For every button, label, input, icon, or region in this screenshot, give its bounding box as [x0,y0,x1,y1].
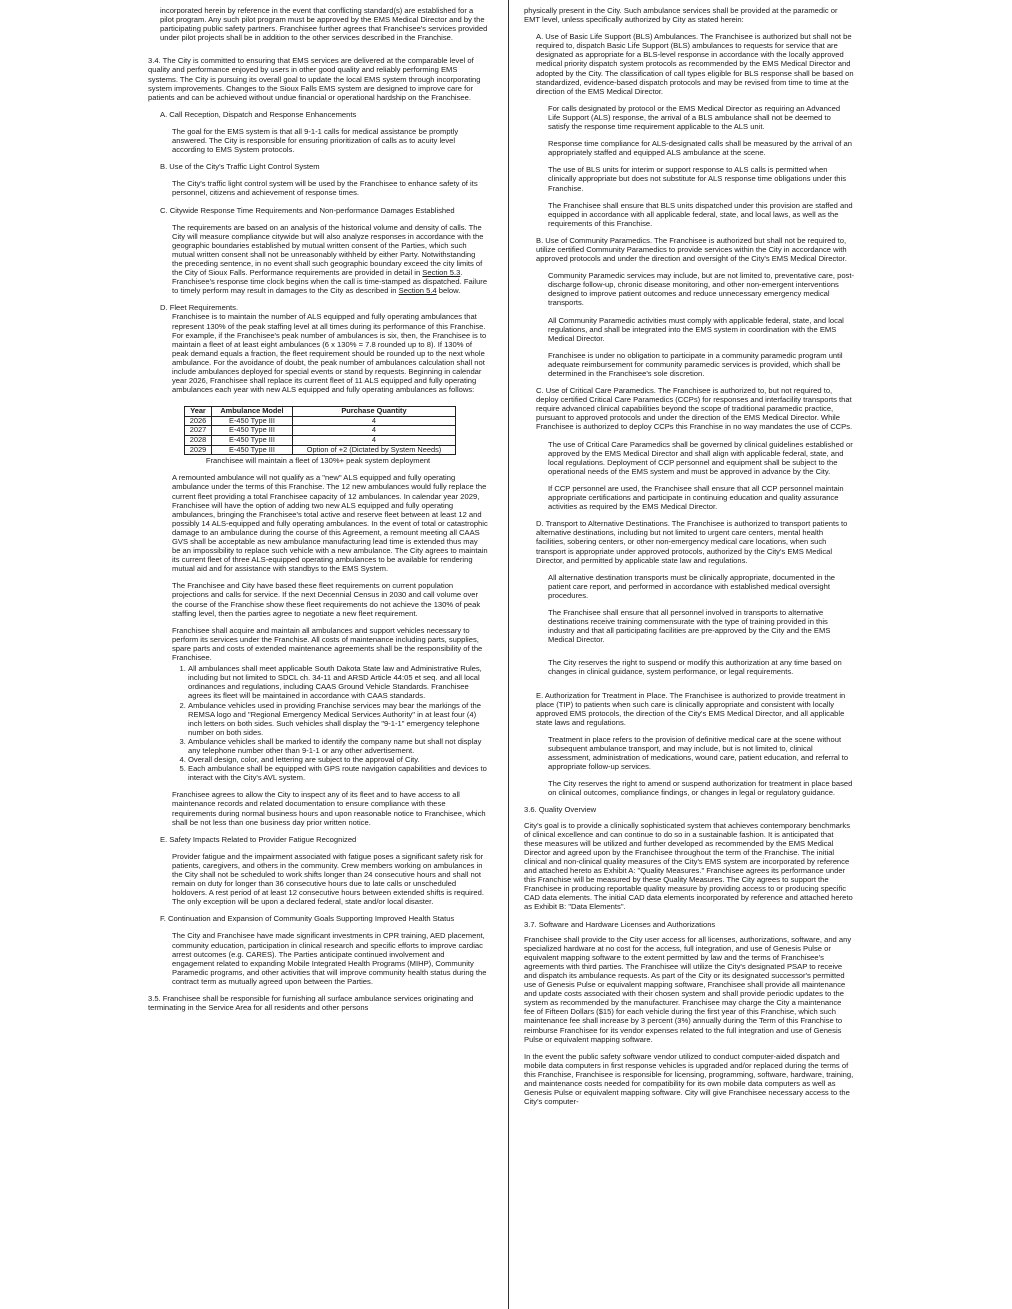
item-b: B. Use of Community Paramedics. The Franchisee is authorized but shall not be required to, utilize certified Community Paramedics to provide services within the City in accordance with approved protocols and under the direction and oversight of the City's EMS Medical Director. [536,235,847,264]
table-cell: 4 [292,416,455,426]
paragraph-a: The goal for the EMS system is that all 9-1-1 calls for medical assistance be promptly answered. The City is responsible for ensuring prioritization of calls as to acuity level according to EMS System protocols. [172,126,459,155]
list-item: 4. Overall design, color, and lettering are subject to the approval of City. [188,755,488,764]
paragraph-d2: The Franchisee shall ensure that all personnel involved in transports to alternative destinations receive training commensurate with the type of training provided in this industry and that all participating facilities are pre-approved by the City and the EMS Medical Director. [548,607,831,645]
table-header: Year [185,407,212,417]
table-cell: 4 [292,436,455,446]
paragraph-f: The City and Franchisee have made significant investments in CPR training, AED placement, community education, participation in clinical research and specific efforts to improve cardiac arrest outcomes (e.g. CARES). The Parties anticipate continued involvement and engagement related to expanding Mobile Integrated Health Programs (MIHP), Community Paramedic programs, and other activities that will improve community health status during the contract term as mutually agreed upon between the Parties. [172,931,487,986]
paragraph-e: Provider fatigue and the impairment associated with fatigue poses a significant safety risk for patients, caregivers, and others in the community. Crew members working on ambulances in the City shall not be scheduled to work shifts longer than 24 consecutive hours and shall not remain on duty for longer than 36 consecutive hours due to late calls or unscheduled holdovers. A rest period of at least 12 consecutive hours between extended shifts is required. The only exception will be upon a declared federal, state and/or local disaster. [172,851,484,907]
paragraph-a1: For calls designated by protocol or the EMS Medical Director as requiring an Advanced Life Support (ALS) response, the arrival of a BLS ambulance shall not be deemed to satisfy the response time requirement applicable to the ALS unit. [548,103,841,132]
paragraph-d1: All alternative destination transports must be clinically appropriate, documented in the patient care report, and performed in accordance with established medical oversight procedures. [548,572,836,600]
section-5-4-link[interactable]: Section 5.4 [398,286,437,296]
table-note: Franchisee will maintain a fleet of 130%+ peak system deployment [205,456,431,466]
heading-c: C. Citywide Response Time Requirements and Non-performance Damages Established [160,205,455,215]
paragraph-e1: Treatment in place refers to the provision of definitive medical care at the scene without subsequent ambulance transport, and may include, but is not limited to, clinical assessment, administration of medications, wound care, patient education, and referral to appropriate follow-up services. [548,734,849,772]
paragraph-b2: All Community Paramedic activities must comply with applicable federal, state, and local regulations, and shall be integrated into the EMS system in coordination with the EMS Medical Director. [548,315,844,343]
right-column [524,6,854,1114]
paragraph-maintain: Franchisee shall acquire and maintain all ambulances and support vehicles necessary to perform its services under the Franchise. All costs of maintenance including parts, supplies, spare parts and costs of extended maintenance agreements shall be the responsibility of the Franchisee. [172,625,483,663]
item-e: E. Authorization for Treatment in Place. The Franchisee is authorized to provide treatment in place (TIP) to patients when such care is clinically appropriate and consistent with locally approved EMS protocols, the direction of the City's EMS Medical Director, and all applicable state laws and regulations. [536,690,846,727]
table-header-row [185,407,456,417]
paragraph-c1: The use of Critical Care Paramedics shall be governed by clinical guidelines established or approved by the EMS Medical Director and shall align with applicable federal, state, and local regulations. Deployment of CCP personnel and equipment shall be subject to the operational needs of the EMS system and must be approved in advance by the City. [548,439,853,476]
table-cell: 2029 [185,445,212,455]
column-divider [508,0,509,1309]
paragraph-inspect: Franchisee agrees to allow the City to inspect any of its fleet and to have access to all maintenance records and related documentation to ensure compliance with these requirements during normal business hours and upon reasonable notice to Franchisee, which shall be not less than one business day prior written notice. [172,790,486,827]
paragraph-d3: The City reserves the right to suspend or modify this authorization at any time based on changes in clinical guidance, system performance, or legal requirements. [548,658,842,677]
table-cell: 2027 [185,426,212,436]
paragraph-a2: Response time compliance for ALS-designated calls shall be measured by the arrival of an appropriately staffed and equipped ALS ambulance at the scene. [548,139,852,158]
item-d: D. Transport to Alternative Destinations. The Franchisee is authorized to transport patients to alternative destinations, including but not limited to urgent care centers, mental health facilities, sobering centers, or other non-emergency medical care locations, when such transport is appropriate under approved protocols, authorized by the City's EMS Medical Director, and permitted by applicable state law and regulations. [536,519,848,565]
section-3-4: 3.4. The City is committed to ensuring that EMS services are delivered at the comparable level of quality and performance enjoyed by users in other good quality and reliably performing EMS systems. The City is pursuing its overall goal to update the local EMS system through incorporating system improvements. Changes to the Sioux Falls EMS system are designed to improve care for patients and can be achieved without undue financial or operational hardship on the Franchisee. [148,56,481,102]
table-cell: E-450 Type III [212,416,293,426]
item-c: C. Use of Critical Care Paramedics. The Franchisee is authorized to, but not required to, deploy certified Critical Care Paramedics (CCPs) for responses and interfacility transports that require advanced clinical capabilities beyond the scope of traditional paramedic practice, pursuant to approved protocols and under the direction of the EMS Medical Director. While Franchisee is authorized to deploy CCPs this Franchise in no way mandates the use of CCPs. [536,386,853,432]
table-row [185,416,456,426]
paragraph-top: physically present in the City. Such ambulance services shall be provided at the paramedic or EMT level, unless specifically authorized by City as stated herein: [524,6,838,25]
table-cell: E-450 Type III [212,436,293,446]
fleet-table [184,406,456,455]
section-5-3-link[interactable]: Section 5.3 [422,268,461,278]
list-item: 2. Ambulance vehicles used in providing Franchise services may bear the markings of the REMSA logo and "Regional Emergency Medical Services Authority" in at least four (4) inch letters on both sides. Such vehicles shall display the "9-1-1" emergency telephone number on both sides. [188,701,488,737]
paragraph-e2: The City reserves the right to amend or suspend authorization for treatment in place based on clinical outcomes, compliance findings, or changes in legal or regulatory guidance. [548,779,853,798]
table-cell: 2026 [185,416,212,426]
paragraph-b: The City's traffic light control system will be used by the Franchisee to enhance safety of its personnel, citizens and achievement of response times. [172,179,478,198]
section-3-5: 3.5. Franchisee shall be responsible for furnishing all surface ambulance services originating and terminating in the Service Area for all residents and other persons [148,994,474,1013]
paragraph-c: The requirements are based on an analysis of the historical volume and density of calls. The City will measure compliance citywide but will also analyze responses in accordance with the geographic boundaries established by mutual written consent of the Parties, which such mutual written consent shall not be unreasonably withheld by either Party. Notwithstanding the preceding sentence, in no event shall such geographic boundary exceed the city limits of the City of Sioux Falls. Performance requirements are provided in detail in Section 5.3. Franchisee's response time clock begins when the call is time-stamped as dispatched. Failure to timely perform may result in damages to the City as described in Section 5.4 below. [172,222,488,296]
section-3-7: Franchisee shall provide to the City user access for all licenses, authorizations, software, and any specialized hardware at no cost for the access, full integration, and use of Genesis Pulse or equivalent mapping software to the extent permitted by law and the terms of Franchisee's agreements with third parties. The Franchisee will utilize the City's designated PSAP to receive and dispatch its ambulance requests. As part of the City or its designated successor's permitted use of Genesis Pulse or equivalent mapping software, Franchisee shall provide all maintenance and update costs associated with their chosen system and shall provide periodic updates to the system as recommended by the manufacturer. Franchisee may charge the City a maintenance fee of Fifteen Dollars ($15) for each vehicle during the first year of this Franchise, which such maintenance fee shall increase by 3 percent (3%) annually during the Term of this Franchise to reimburse Franchisee for its vendor expenses related to the full integration and use of Genesis Pulse or equivalent mapping software. [524,934,852,1044]
table-header: Ambulance Model [212,407,293,417]
section-3-7-heading: 3.7. Software and Hardware Licenses and Authorizations [524,919,716,929]
list-item: 5. Each ambulance shall be equipped with GPS route navigation capabilities and devices to interact with the City's AVL system. [188,764,488,782]
section-3-6-heading: 3.6. Quality Overview [524,805,597,815]
table-cell: E-450 Type III [212,445,293,455]
paragraph-remount: A remounted ambulance will not qualify as a "new" ALS equipped and fully operating ambulance under the terms of this Franchise. The 12 new ambulances would fully replace the current fleet providing a total Franchisee capacity of 12 ambulances. In calendar year 2029, Franchisee will have the option of adding two new ALS equipped and fully operating ambulances, bringing the Franchisee's total active and reserve fleet between at least 12 and possibly 14 ALS-equipped and fully operating ambulances. In the event of total or catastrophic damage to an ambulance during the course of this Agreement, a remount meeting all CAAS GVS shall be acceptable as new ambulance manufacturing lead time is extended thus may be an impossibility to replace such vehicle with a new ambulance. The City agrees to maintain its current fleet of three ALS-equipped operating ambulances to be available for rendering mutual aid and for assistance with standbys to the EMS System. [172,473,488,574]
heading-f: F. Continuation and Expansion of Community Goals Supporting Improved Health Status [160,914,455,924]
heading-e: E. Safety Impacts Related to Provider Fatigue Recognized [160,834,357,844]
paragraph-b1: Community Paramedic services may include, but are not limited to, preventative care, post-discharge follow-up, chronic disease monitoring, and other non-emergent interventions designed to improve patient outcomes and reduce unnecessary emergency medical transports. [548,271,854,308]
table-cell: E-450 Type III [212,426,293,436]
paragraph-census: The Franchisee and City have based these fleet requirements on current population projections and calls for service. If the next Decennial Census in 2030 and call volume over the course of the Franchise show these fleet requirements do not achieve the 130% of peak staffing level, then the parties agree to negotiate a new fleet requirement. [172,581,481,618]
item-a: A. Use of Basic Life Support (BLS) Ambulances. The Franchisee is authorized but shall not be required to, dispatch Basic Life Support (BLS) ambulances to requests for service that are designated as appropriate for a BLS-level response in accordance with the locally approved medical priority dispatch system protocols as recommended by the EMS Medical Director and adopted by the City. The classification of call types eligible for BLS response shall be based on standardized, evidence-based dispatch protocols and may be revised from time to time at the direction of the EMS Medical Director. [536,32,854,96]
paragraph-c2: If CCP personnel are used, the Franchisee shall ensure that all CCP personnel maintain appropriate certifications and participate in continuing education and quality assurance activities as required by the EMS Medical Director. [548,483,844,512]
heading-b: B. Use of the City's Traffic Light Control System [160,162,320,172]
list-item: 3. Ambulance vehicles shall be marked to identify the company name but shall not display any telephone number other than 9-1-1 or any other advertisement. [188,737,488,755]
paragraph-last: In the event the public safety software vendor utilized to conduct computer-aided dispatch and mobile data computers in first response vehicles is upgraded and/or replaced during the terms of this Franchise, Franchisee is responsible for licensing, programming, software, hardware, training, and maintenance costs needed for compatibility for its own mobile data computers as well as Genesis Pulse or equivalent mapping software. City will give Franchisee necessary access to the City's computer- [524,1051,854,1107]
section-3-6: City's goal is to provide a clinically sophisticated system that achieves contemporary benchmarks of clinical excellence and can continue to do so in a sustainable fashion. It is anticipated that these measures will be utilized and further developed as recommended by the EMS Medical Director and agreed upon by the Franchisee throughout the term of the Franchise. The initial clinical and non-clinical quality measures of the City's EMS system are incorporated by reference and attached hereto as Exhibit A: "Quality Measures." Franchisee agrees its performance under this Franchise will be measured by these Quality Measures. The City agrees to support the Franchisee in producing reportable quality measure by providing access to or producing specific CAD data elements. The initial CAD data elements incorporated by reference and attached hereto as Exhibit B: "Data Elements". [524,820,853,912]
paragraph-a3: The use of BLS units for interim or support response to ALS calls is permitted when clinically appropriate but does not substitute for ALS response time obligations under this Franchise. [548,165,847,193]
paragraph-b3: Franchisee is under no obligation to participate in a community paramedic program until adequate reimbursement for community paramedic services is provided, which shall be determined in the Franchisee's sole discretion. [548,350,843,378]
paragraph-intro: incorporated herein by reference in the event that conflicting standard(s) are established for a pilot program. Any such pilot program must be approved by the EMS Medical Director and by the participating public safety partners. Franchisee further agrees that Franchisee's services provided under pilot projects shall be in addition to the other services described in the Franchise. [160,6,488,43]
paragraph-a4: The Franchisee shall ensure that BLS units dispatched under this provision are staffed and equipped in accordance with all applicable federal, state, and local laws, as well as the requirements of this Franchise. [548,200,853,228]
vehicle-requirements-list [176,664,488,782]
table-cell: 2028 [185,436,212,446]
heading-a: A. Call Reception, Dispatch and Response Enhancements [160,109,357,119]
paragraph-d: Franchisee is to maintain the number of ALS equipped and fully operating ambulances that represent 130% of the peak staffing level at all times during its performance of this Franchise. For example, if the Franchisee's peak number of ambulances is six, then, the Franchisee is to maintain a fleet of at least eight ambulances (6 x 130% = 7.8 rounded up to 8). If 130% of peak demand equals a fraction, the fleet requirement should be rounded up to the next whole ambulance. For the avoidance of doubt, the peak number of ambulances calculation shall not include ambulances deployed for special events or stand by requests. Beginning in calendar year 2026, Franchisee shall replace its current fleet of 11 ALS equipped and fully operating ambulances each year with new ALS equipped and fully operating ambulances as follows: [172,312,487,395]
list-item: 1. All ambulances shall meet applicable South Dakota State law and Administrative Rules, including but not limited to SDCL ch. 34-11 and ARSD Article 44:05 et seq. and all local ordinances and regulations, including CAAS Ground Vehicle Standards. Franchisee agrees its fleet will be maintained in accordance with CAAS standards. [188,664,488,700]
table-row [185,436,456,446]
heading-d: D. Fleet Requirements. [160,303,239,313]
table-cell: Option of +2 (Dictated by System Needs) [292,445,455,455]
table-header: Purchase Quantity [292,407,455,417]
left-column [148,6,488,1020]
table-row [185,445,456,455]
table-cell: 4 [292,426,455,436]
table-row [185,426,456,436]
